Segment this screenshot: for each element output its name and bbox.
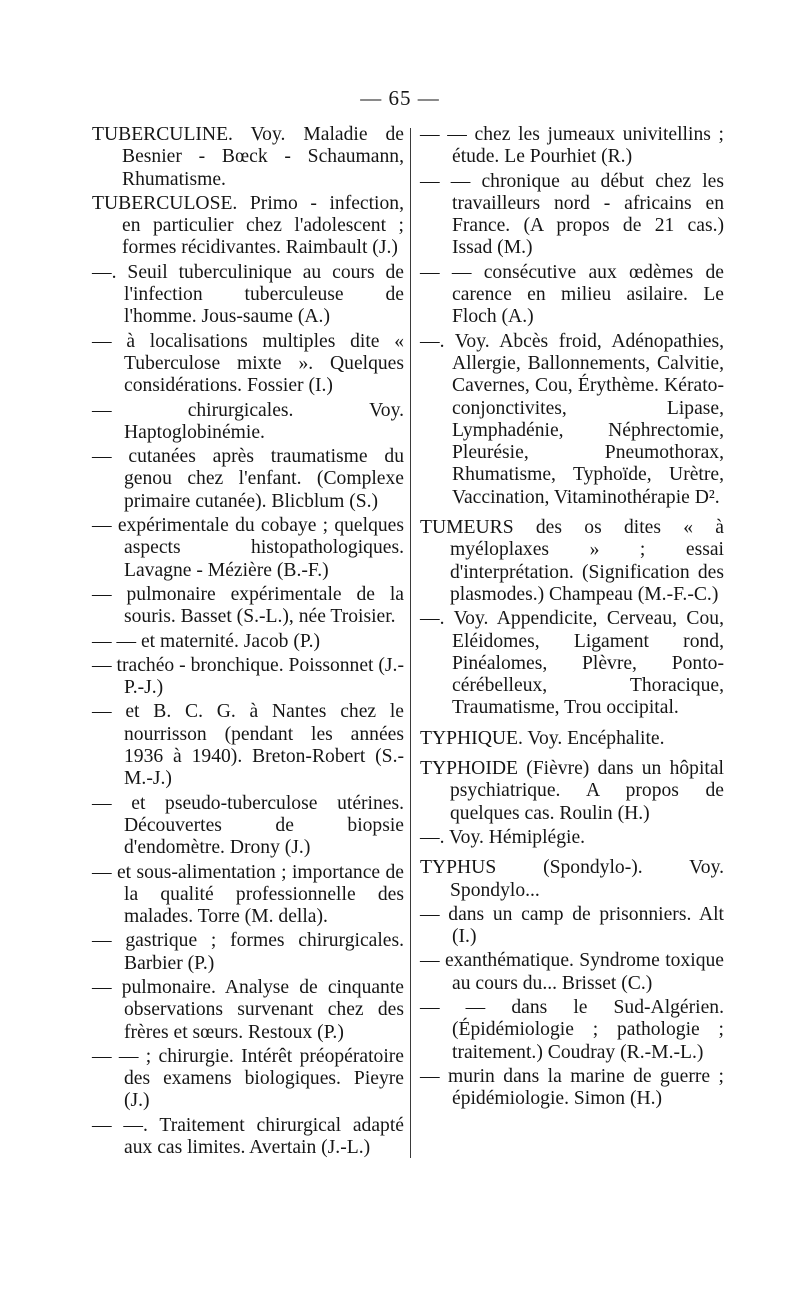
index-entry: — et pseudo-tuberculose utérines. Découvertes de biopsie d'endomètre. Drony (J.): [92, 792, 404, 859]
index-entry: — exanthématique. Syndrome toxique au cours du... Brisset (C.): [420, 950, 724, 994]
index-entry: — — et maternité. Jacob (P.): [92, 630, 320, 652]
column-divider: [410, 128, 411, 1158]
index-column-right: [420, 124, 724, 1112]
index-entry: — pulmonaire. Analyse de cinquante observations survenant chez des frères et sœurs. Restoux (P.): [92, 976, 404, 1043]
index-entry: TYPHUS (Spondylo-). Voy. Spondylo...: [420, 857, 724, 901]
index-entry: — dans un camp de prisonniers. Alt (I.): [420, 903, 724, 948]
index-entry: — pulmonaire expérimentale de la souris. Basset (S.-L.), née Troisier.: [92, 583, 404, 628]
index-entry: TYPHIQUE. Voy. Encéphalite.: [420, 727, 665, 749]
index-entry: —. Voy. Abcès froid, Adénopathies, Allergie, Ballonnements, Calvitie, Cavernes, Cou, Érythème. Kérato-conjonctivites, Lipase, Lymphadénie, Néphrectomie, Pleurésie, Pneumothorax, Rhumatisme, Typhoïde, Urètre, Vaccination, Vitaminothérapie D².: [420, 330, 724, 508]
index-entry: — — ; chirurgie. Intérêt préopératoire des examens biologiques. Pieyre (J.): [92, 1045, 404, 1112]
index-entry: — à localisations multiples dite « Tuberculose mixte ». Quelques considérations. Fossier (I.): [92, 330, 404, 397]
index-entry: — — dans le Sud-Algérien. (Épidémiologie ; pathologie ; traitement.) Coudray (R.-M.-L.): [420, 996, 724, 1063]
index-entry: TYPHOIDE (Fièvre) dans un hôpital psychiatrique. A propos de quelques cas. Roulin (H.): [420, 758, 724, 824]
index-entry: — et sous-alimentation ; importance de la qualité professionnelle des malades. Torre (M. della).: [92, 861, 404, 928]
index-entry: —. Voy. Appendicite, Cerveau, Cou, Eléidomes, Ligament rond, Pinéalomes, Plèvre, Ponto-cérébelleux, Thoracique, Traumatisme, Trou occipital.: [420, 608, 724, 719]
index-entry: TUMEURS des os dites « à myéloplaxes » ; essai d'interprétation. (Signification des plasmodes.) Champeau (M.-F.-C.): [420, 517, 724, 605]
index-entry: — —. Traitement chirurgical adapté aux cas limites. Avertain (J.-L.): [92, 1114, 404, 1159]
page-number: — 65 —: [360, 86, 440, 110]
index-entry: TUBERCULOSE. Primo - infection, en particulier chez l'adolescent ; formes récidivantes. Raimbault (J.): [92, 192, 404, 259]
index-entry: — — chronique au début chez les travailleurs nord - africains en France. (A propos de 21 cas.) Issad (M.): [420, 170, 724, 259]
index-entry: —. Voy. Hémiplégie.: [420, 826, 586, 848]
index-entry: — trachéo - bronchique. Poissonnet (J.-P.-J.): [92, 654, 404, 699]
index-entry: — — chez les jumeaux univitellins ; étude. Le Pourhiet (R.): [420, 124, 724, 168]
index-entry: — et B. C. G. à Nantes chez le nourrisson (pendant les années 1936 à 1940). Breton-Robert (S.-M.-J.): [92, 701, 404, 790]
index-entry: — murin dans la marine de guerre ; épidémiologie. Simon (H.): [420, 1065, 724, 1110]
index-entry: — expérimentale du cobaye ; quelques aspects histopathologiques. Lavagne - Mézière (B.-F.): [92, 515, 404, 581]
index-column-left: [92, 124, 404, 1161]
index-entry: — cutanées après traumatisme du genou chez l'enfant. (Complexe primaire cutanée). Blicblum (S.): [92, 446, 404, 512]
index-entry: — chirurgicales. Voy. Haptoglobinémie.: [92, 399, 404, 443]
index-entry: — gastrique ; formes chirurgicales. Barbier (P.): [92, 930, 404, 974]
index-entry: TUBERCULINE. Voy. Maladie de Besnier - Bœck - Schaumann, Rhumatisme.: [92, 124, 404, 190]
index-entry: — — consécutive aux œdèmes de carence en milieu asilaire. Le Floch (A.): [420, 261, 724, 328]
index-entry: —. Seuil tuberculinique au cours de l'infection tuberculeuse de l'homme. Jous-saume (A.): [92, 261, 404, 328]
